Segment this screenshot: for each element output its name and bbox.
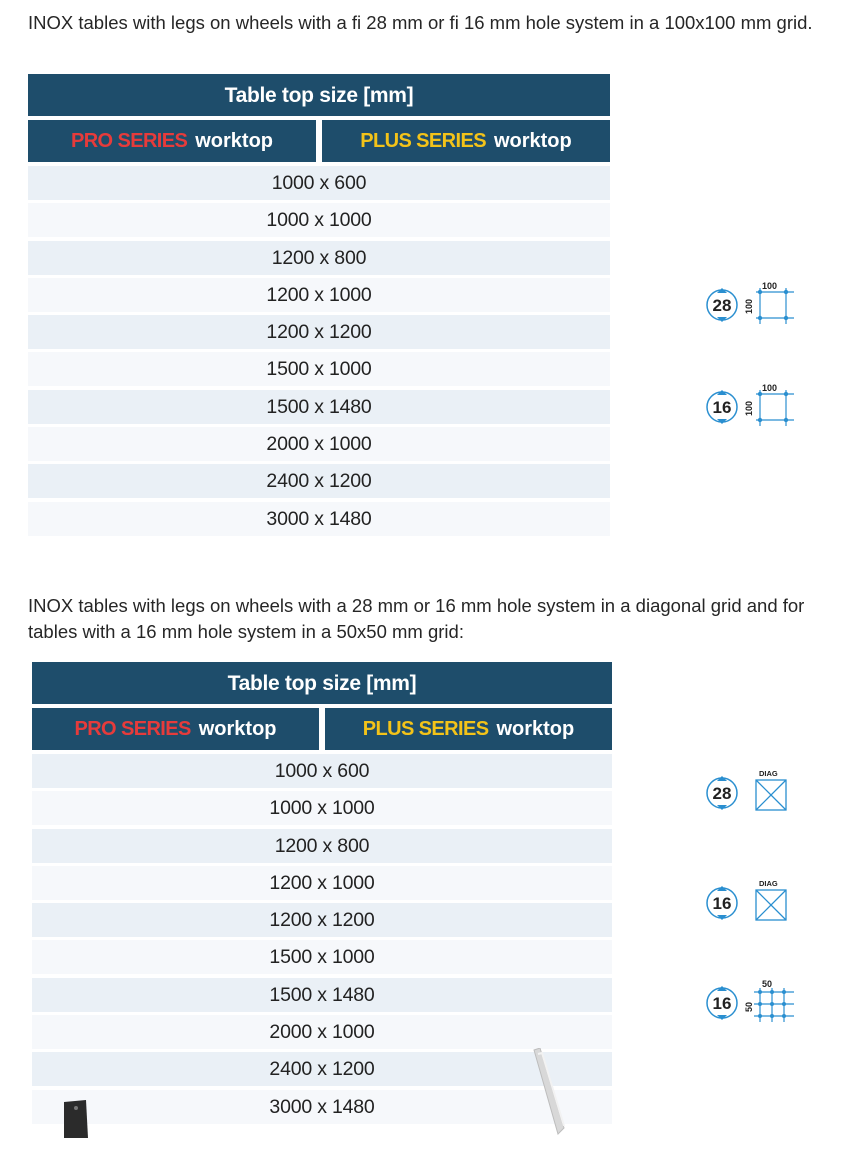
table-row: 3000 x 1480 <box>28 502 610 536</box>
table-row: 1500 x 1000 <box>28 352 610 386</box>
plus-series-label: PLUS SERIES <box>362 717 489 740</box>
worktop-label: worktop <box>493 129 572 152</box>
plus-series-label: PLUS SERIES <box>360 129 486 152</box>
svg-text:DIAG: DIAG <box>759 879 778 888</box>
table-row: 1500 x 1000 <box>32 940 612 974</box>
table-row: 1200 x 1200 <box>32 903 612 937</box>
table-row: 1200 x 800 <box>28 241 610 275</box>
svg-text:50: 50 <box>762 979 773 989</box>
hole-28-grid-100-icon <box>700 278 800 330</box>
table-subheader <box>28 120 610 162</box>
table-row: 2000 x 1000 <box>28 427 610 461</box>
dark-bracket-fragment-icon <box>60 1098 92 1138</box>
svg-text:100: 100 <box>762 281 778 291</box>
table-row: 1000 x 1000 <box>32 791 612 825</box>
worktop-label: worktop <box>198 717 277 740</box>
svg-text:100: 100 <box>762 383 778 393</box>
table-row: 1000 x 600 <box>28 166 610 200</box>
table-row: 1500 x 1480 <box>32 978 612 1012</box>
hole-16-grid-100-icon <box>700 380 800 432</box>
table-row: 1200 x 1000 <box>28 278 610 312</box>
table-row: 1200 x 1200 <box>28 315 610 349</box>
table-row: 2000 x 1000 <box>32 1015 612 1049</box>
svg-text:28: 28 <box>712 784 732 803</box>
svg-text:100: 100 <box>744 298 754 314</box>
table-row: 3000 x 1480 <box>32 1090 612 1124</box>
pro-series-label: PRO SERIES <box>70 129 188 152</box>
table-row: 1200 x 1000 <box>32 866 612 900</box>
table-row: 2400 x 1200 <box>28 464 610 498</box>
section2-intro: INOX tables with legs on wheels with a 28 mm or 16 mm hole system in a diagonal grid and for tables with a 16 mm hole system in a 50x50 mm grid: <box>28 595 805 642</box>
svg-text:16: 16 <box>712 398 732 417</box>
worktop-label: worktop <box>496 717 575 740</box>
worktop-label: worktop <box>195 129 274 152</box>
hole-16-diagonal-icon <box>700 876 800 928</box>
table-row: 1000 x 600 <box>32 754 612 788</box>
svg-text:100: 100 <box>744 400 754 416</box>
size-rows <box>28 166 610 536</box>
hole-16-grid-50-icon <box>700 976 800 1028</box>
pro-series-header <box>32 708 319 750</box>
svg-text:DIAG: DIAG <box>759 769 778 778</box>
svg-text:16: 16 <box>712 994 732 1013</box>
section1-intro: INOX tables with legs on wheels with a fi 28 mm or fi 16 mm hole system in a 100x100 mm grid. <box>28 12 813 33</box>
table-leg-fragment-icon <box>524 1048 574 1138</box>
svg-text:50: 50 <box>744 1001 754 1012</box>
table-row: 1500 x 1480 <box>28 390 610 424</box>
table-subheader <box>32 708 612 750</box>
pro-series-header <box>28 120 316 162</box>
svg-text:28: 28 <box>712 296 732 315</box>
plus-series-header <box>325 708 612 750</box>
plus-series-header <box>322 120 610 162</box>
svg-text:16: 16 <box>712 894 732 913</box>
table-header: Table top size [mm] <box>32 662 612 704</box>
table-row: 2400 x 1200 <box>32 1052 612 1086</box>
table-row: 1200 x 800 <box>32 829 612 863</box>
table-row: 1000 x 1000 <box>28 203 610 237</box>
section1-size-table <box>28 74 610 539</box>
hole-28-diagonal-icon <box>700 766 800 818</box>
table-header: Table top size [mm] <box>28 74 610 116</box>
pro-series-label: PRO SERIES <box>74 717 191 740</box>
